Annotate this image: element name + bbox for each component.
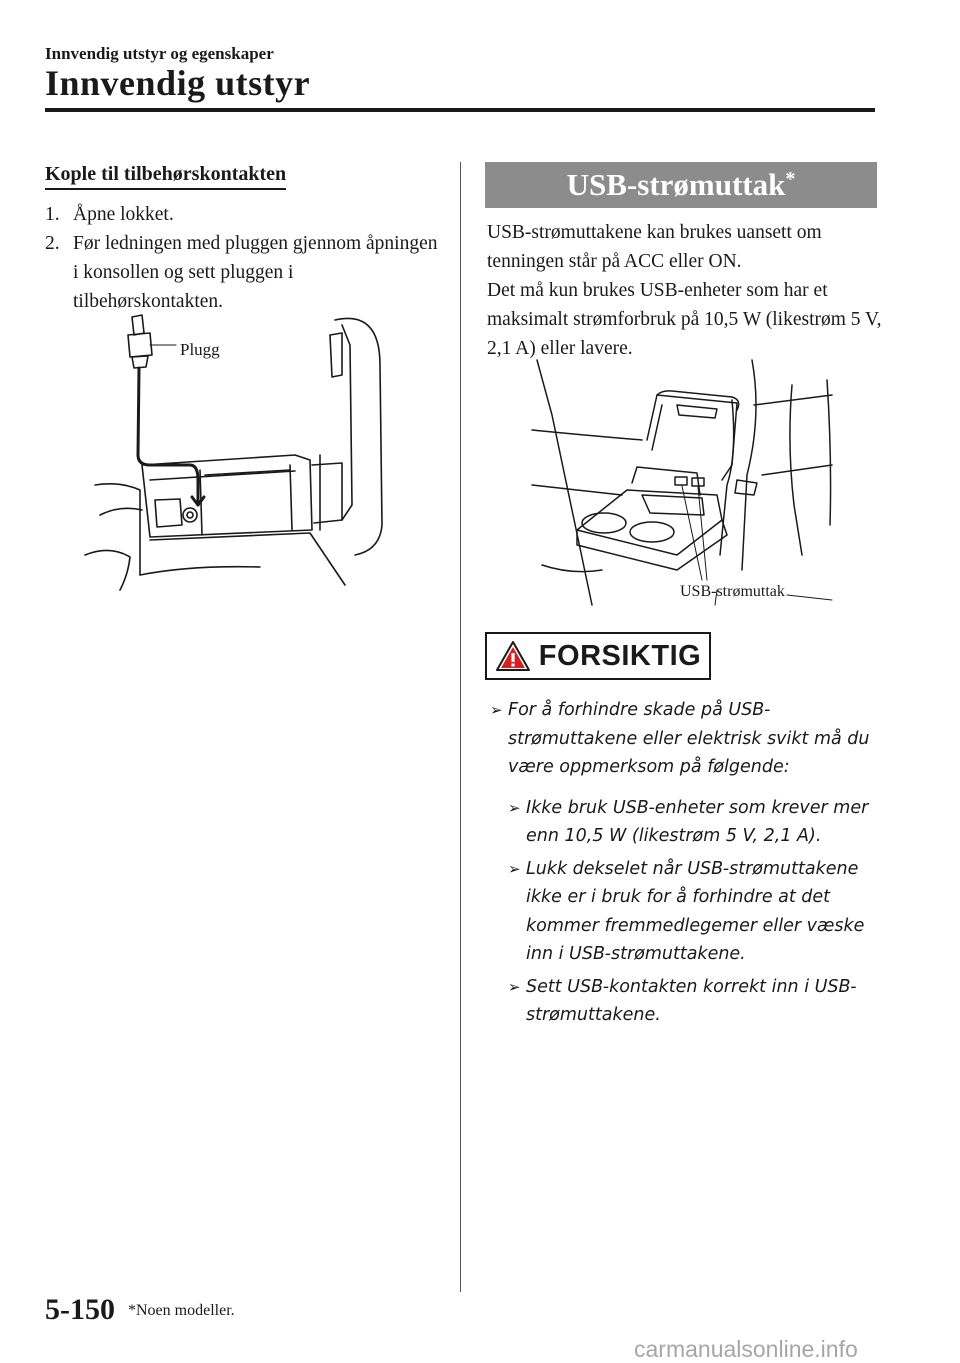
step-list: [45, 200, 440, 316]
caution-list: [490, 696, 882, 1034]
step-text: Åpne lokket.: [73, 204, 174, 225]
arrow-bullet-icon: ➢: [490, 701, 503, 719]
arrow-bullet-icon: ➢: [508, 977, 521, 996]
caution-badge: [485, 632, 711, 680]
banner-title: USB-strømuttak: [566, 167, 786, 202]
body-paragraph: USB-strømuttakene kan brukes uansett om tenningen står på ACC eller ON.: [487, 222, 822, 272]
figure-label-plugg: Plugg: [180, 340, 220, 359]
arrow-bullet-icon: ➢: [508, 859, 521, 878]
warning-triangle-icon: [495, 640, 531, 672]
section-label: Innvendig utstyr og egenskaper: [45, 44, 274, 63]
footnote-marker: *: [785, 168, 796, 190]
caution-subtext: Sett USB-kontakten korrekt inn i USB-strømuttakene.: [526, 976, 857, 1025]
caution-subtext: Ikke bruk USB-enheter som krever mer enn 10,5 W (likestrøm 5 V, 2,1 A).: [526, 797, 869, 846]
usb-body-text: [487, 218, 882, 363]
caution-label: FORSIKTIG: [538, 639, 702, 672]
step-text: Før ledningen med pluggen gjennom åpningen i konsollen og sett pluggen i tilbehørskontakten.: [73, 233, 438, 312]
body-paragraph: Det må kun brukes USB-enheter som har et maksimalt strømforbruk på 10,5 W (likestrøm 5 V, 2,1 A) eller lavere.: [487, 280, 882, 359]
figure-label-usb: USB-strømuttak: [680, 583, 785, 600]
caution-subitem: [508, 794, 882, 851]
page-number: 5-150: [45, 1293, 115, 1326]
step-item: [45, 229, 440, 316]
title-rule: [45, 108, 875, 112]
subheading: Kople til tilbehørskontakten: [45, 163, 286, 190]
usb-section-banner: [485, 162, 877, 208]
watermark: carmanualsonline.info: [634, 1336, 858, 1362]
page-title: Innvendig utstyr: [45, 63, 311, 103]
footnote: *Noen modeller.: [128, 1302, 235, 1319]
caution-item: [490, 696, 882, 782]
step-number: 2.: [45, 233, 60, 254]
arrow-bullet-icon: ➢: [508, 798, 521, 817]
caution-text: For å forhindre skade på USB-strømuttakene eller elektrisk svikt må du være oppmerksom på følgende:: [508, 700, 870, 777]
step-item: [45, 200, 440, 229]
caution-subitem: [508, 973, 882, 1030]
column-divider: [460, 162, 461, 1292]
caution-subitem: [508, 855, 882, 969]
caution-sublist: [508, 794, 882, 1030]
caution-subtext: Lukk dekselet når USB-strømuttakene ikke er i bruk for å forhindre at det kommer fremmedlegemer eller væske inn i USB-strømuttakene.: [526, 858, 865, 964]
usb-outlet-illustration: [532, 355, 842, 610]
step-number: 1.: [45, 204, 60, 225]
accessory-socket-illustration: [80, 305, 400, 605]
